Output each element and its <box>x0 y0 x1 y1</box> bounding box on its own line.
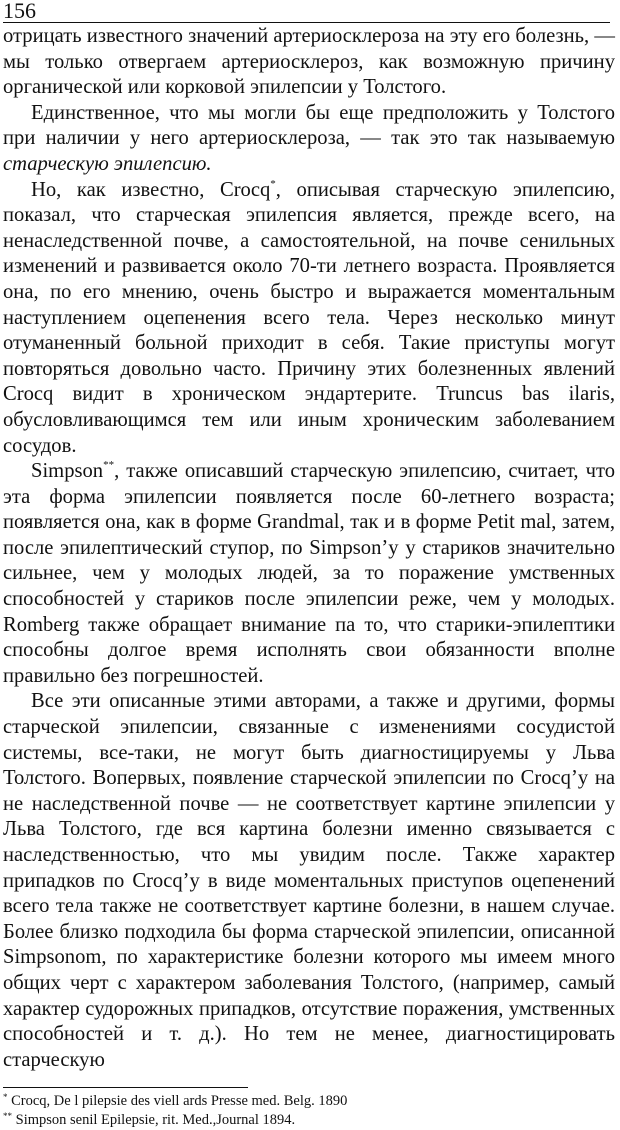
emphasized-term: старческую эпилепсию. <box>3 152 212 175</box>
footnotes <box>3 1092 615 1130</box>
body-text <box>3 24 615 1073</box>
header-rule <box>3 22 610 23</box>
paragraph: отрицать известного значений артериосклероза на эту его болезнь, — мы только отвергаем артериосклероз, как возможную причину органической или корковой эпилепсии у Толстого. <box>3 25 615 99</box>
paragraph: Единственное, что мы могли бы еще предположить у Толстого при наличии у него артериосклероза, — так это так называемую старческую эпилепсию. <box>3 101 615 175</box>
footnote-mark: ** <box>103 459 115 472</box>
footnote-rule <box>3 1087 248 1088</box>
paragraph: Все эти описанные этими авторами, а также и другими, формы старческой эпилепсии, связанные с изменениями сосудистой системы, все-таки, не могут быть диагностицируемы у Льва Толстого. Вопервых, появление старческой эпилепсии по Crocq’у на не наследственной почве — не соответствует картине эпилепсии у Льва Толстого, где вся картина болезни именно связывается с наследственностью, что мы увидим после. Также характер припадков по Crocq’у в виде моментальных приступов оцепенений всего тела также не соответствует картине болезни, в нашем случае. Более близко подходила бы форма старческой эпилепсии, описанной Simpsonom, по характеристике болезни которого мы имеем много общих черт с характером заболевания Толстого, (например, самый характер судорожных припадков, отсутствие поражения, умственных способностей и т. д.). Но тем не менее, диагностицировать старческую <box>3 690 615 1071</box>
footnote-mark: ** <box>3 1111 12 1122</box>
paragraph: Simpson**, также описавший старческую эпилепсию, считает, что эта форма эпилепсии появляется после 60-летнего возраста; появляется она, как в форме Grandmal, так и в форме Petit mal, затем, после эпилептический ступор, по Simpson’у у стариков значительно сильнее, чем у молодых людей, за то поражение умственных способностей у стариков после эпилепсии реже, чем у молодых. Romberg также обращает внимание па то, что старики-эпилептики способны долгое время исполнять свои обязанности вполне правильно без погрешностей. <box>3 459 615 687</box>
page-header <box>3 0 615 24</box>
footnote-mark: * <box>3 1092 8 1103</box>
footnote: * Crocq, De l pilepsie des viell ards Presse med. Belg. 1890 <box>3 1092 348 1110</box>
footnote: ** Simpson senil Epilepsie, rit. Med.,Journal 1894. <box>3 1111 296 1129</box>
page-number: 156 <box>3 0 36 23</box>
footnote-mark: * <box>270 177 276 190</box>
paragraph: Но, как известно, Crocq*, описывая старческую эпилепсию, показал, что старческая эпилепсия является, прежде всего, на ненаследственной почве, а самостоятельной, на почве сенильных изменений и развивается около 70-ти летнего возраста. Проявляется она, по его мнению, очень быстро и выражается моментальным наступлением оцепенения всего тела. Через несколько минут отуманенный больной приходит в себя. Такие приступы могут повторяться довольно часто. Причину этих болезненных явлений Crocq видит в хроническом эндартерите. Truncus bas ilaris, обусловливающимся тем или иным хроническим заболеванием сосудов. <box>3 177 615 457</box>
